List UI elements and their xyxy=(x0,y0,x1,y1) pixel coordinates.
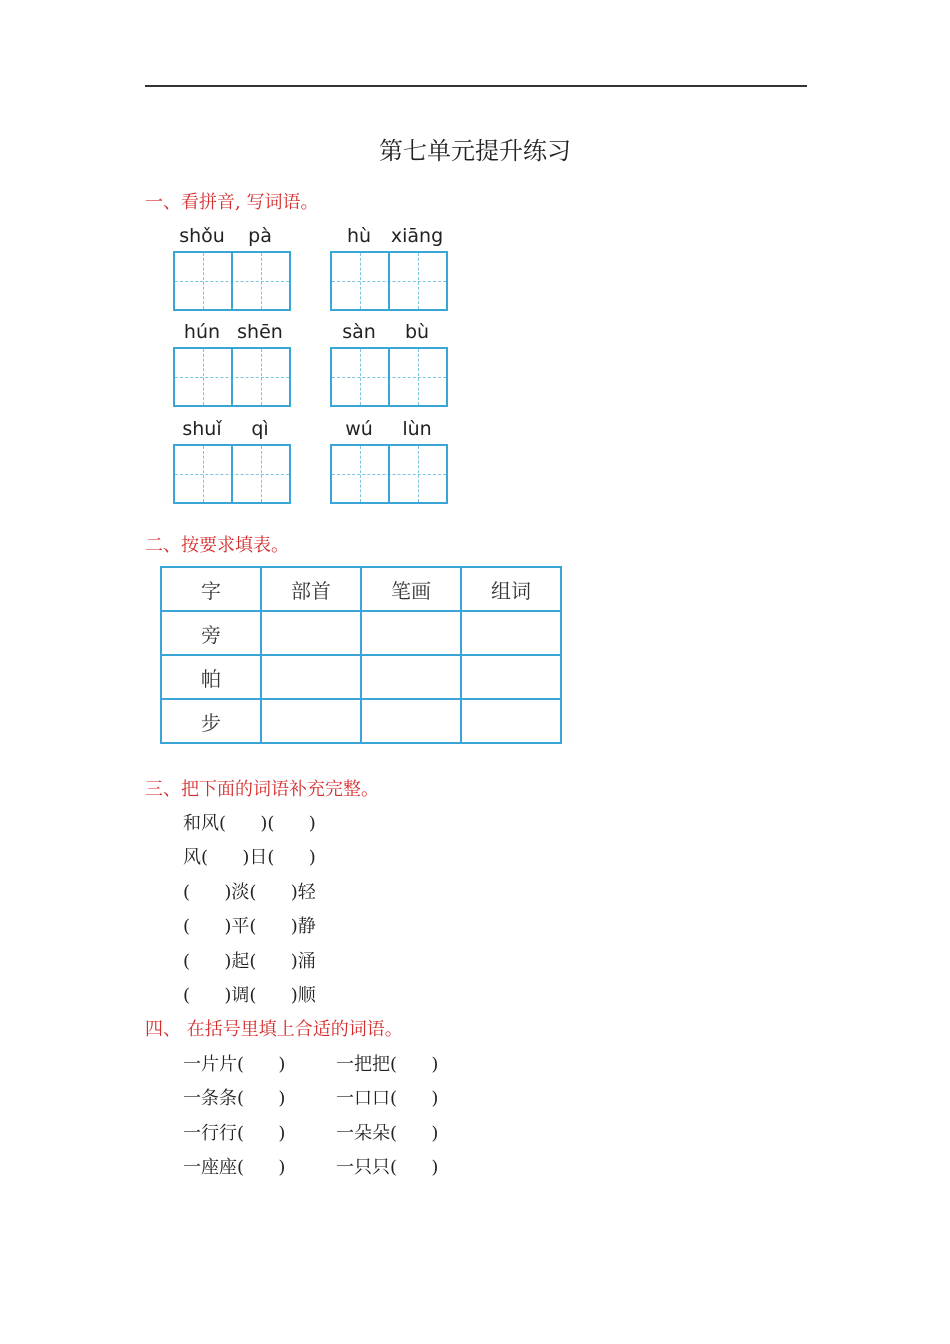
table-answer-cell[interactable] xyxy=(261,655,361,699)
table-char-cell: 旁 xyxy=(161,611,261,655)
table-answer-cell[interactable] xyxy=(361,611,461,655)
idiom-line: ( )淡( )轻 xyxy=(183,882,316,903)
idiom-line: ( )平( )静 xyxy=(183,916,316,937)
table-answer-cell[interactable] xyxy=(461,611,561,655)
table-answer-cell[interactable] xyxy=(361,699,461,743)
idiom-line: 和风( )( ) xyxy=(183,813,316,834)
table-header-cell: 组词 xyxy=(461,567,561,611)
writing-grid[interactable] xyxy=(330,444,448,504)
table-header-cell: 笔画 xyxy=(361,567,461,611)
pinyin-block xyxy=(330,418,448,504)
pinyin: shǒu xyxy=(179,225,225,247)
page-title: 第七单元提升练习 xyxy=(379,137,571,165)
table-row xyxy=(161,655,561,699)
writing-grid[interactable] xyxy=(173,444,291,504)
writing-grid[interactable] xyxy=(330,251,448,311)
pinyin-block xyxy=(173,321,291,407)
table-answer-cell[interactable] xyxy=(361,655,461,699)
idiom-line: 风( )日( ) xyxy=(183,847,316,868)
table-header-row xyxy=(161,567,561,611)
measure-phrase: 一口口( ) xyxy=(336,1088,439,1109)
idiom-line: ( )调( )顺 xyxy=(183,985,316,1006)
pinyin: hù xyxy=(346,225,372,247)
table-row xyxy=(161,699,561,743)
pinyin-block xyxy=(330,225,448,311)
measure-phrase: 一行行( ) xyxy=(183,1123,286,1144)
header-rule xyxy=(145,85,807,87)
table-header-cell: 部首 xyxy=(261,567,361,611)
table-answer-cell[interactable] xyxy=(461,699,561,743)
writing-grid[interactable] xyxy=(173,347,291,407)
table-answer-cell[interactable] xyxy=(461,655,561,699)
pinyin: wú xyxy=(345,418,373,440)
section-2-heading: 二、按要求填表。 xyxy=(145,535,289,556)
character-table xyxy=(160,566,562,744)
measure-phrase: 一朵朵( ) xyxy=(336,1123,439,1144)
writing-grid[interactable] xyxy=(173,251,291,311)
idiom-line: ( )起( )涌 xyxy=(183,951,316,972)
pinyin: hún xyxy=(183,321,221,343)
pinyin: qì xyxy=(251,418,269,440)
pinyin: pà xyxy=(248,225,272,247)
pinyin: bù xyxy=(404,321,430,343)
pinyin: sàn xyxy=(342,321,376,343)
measure-phrase: 一片片( ) xyxy=(183,1054,286,1075)
pinyin-block xyxy=(173,418,291,504)
measure-phrase: 一把把( ) xyxy=(336,1054,439,1075)
pinyin: lùn xyxy=(402,418,432,440)
pinyin-block xyxy=(330,321,448,407)
table-char-cell: 步 xyxy=(161,699,261,743)
measure-phrase: 一条条( ) xyxy=(183,1088,286,1109)
writing-grid[interactable] xyxy=(330,347,448,407)
table-header-cell: 字 xyxy=(161,567,261,611)
table-answer-cell[interactable] xyxy=(261,699,361,743)
measure-phrase: 一座座( ) xyxy=(183,1157,286,1178)
pinyin: shuǐ xyxy=(182,418,222,440)
measure-phrase: 一只只( ) xyxy=(336,1157,439,1178)
section-3-heading: 三、把下面的词语补充完整。 xyxy=(145,779,379,800)
pinyin-block xyxy=(173,225,291,311)
table-row xyxy=(161,611,561,655)
section-4-heading: 四、 在括号里填上合适的词语。 xyxy=(145,1019,403,1040)
section-1-heading: 一、看拼音, 写词语。 xyxy=(145,192,319,213)
pinyin: shēn xyxy=(237,321,283,343)
table-answer-cell[interactable] xyxy=(261,611,361,655)
pinyin: xiāng xyxy=(390,225,444,247)
table-char-cell: 帕 xyxy=(161,655,261,699)
